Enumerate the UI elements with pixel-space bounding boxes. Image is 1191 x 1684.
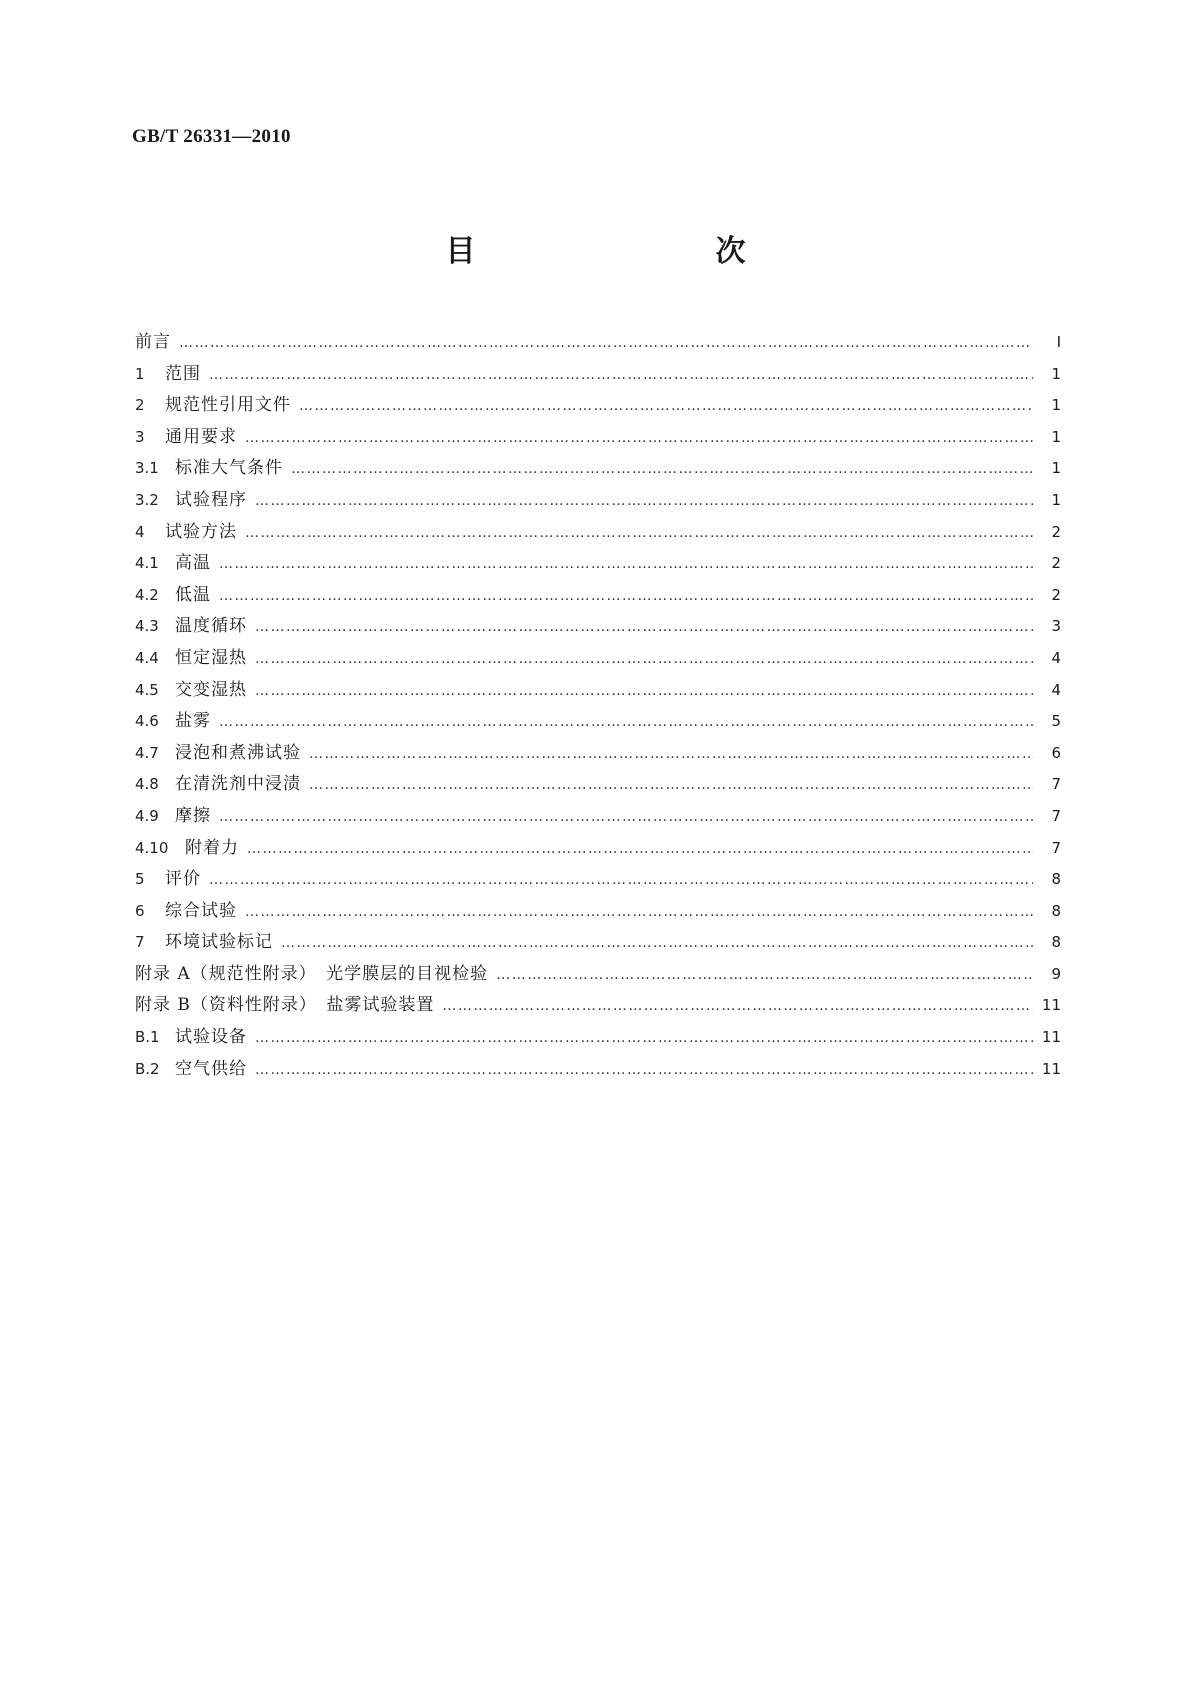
toc-entry-title: 综合试验 bbox=[165, 900, 237, 921]
toc-entry-title: 盐雾 bbox=[175, 711, 211, 732]
toc-entry-number: 4.5 bbox=[135, 680, 159, 699]
toc-dot-leader bbox=[255, 493, 1033, 509]
toc-entry-number: 2 bbox=[135, 396, 145, 415]
toc-entry[interactable] bbox=[135, 864, 1061, 896]
toc-entry-number: 4 bbox=[135, 522, 145, 541]
toc-dot-leader bbox=[245, 525, 1033, 541]
toc-dot-leader bbox=[219, 556, 1033, 572]
toc-entry-title: 规范性引用文件 bbox=[165, 395, 291, 416]
toc-entry[interactable] bbox=[135, 390, 1061, 422]
toc-entry-page: 1 bbox=[1051, 459, 1061, 478]
toc-entry-page: 2 bbox=[1051, 554, 1061, 573]
toc-dot-leader bbox=[291, 461, 1033, 477]
toc-entry-page: 8 bbox=[1051, 901, 1061, 920]
toc-entry-number: B.1 bbox=[135, 1028, 160, 1047]
toc-entry-number: 3.2 bbox=[135, 490, 159, 509]
toc-entry[interactable] bbox=[135, 833, 1061, 865]
toc-dot-leader bbox=[245, 904, 1033, 920]
toc-entry-page: 11 bbox=[1041, 1059, 1061, 1078]
toc-entry[interactable] bbox=[135, 453, 1061, 485]
toc-dot-leader bbox=[255, 683, 1033, 699]
toc-entry-page: Ⅰ bbox=[1056, 333, 1061, 351]
toc-entry-title: 摩擦 bbox=[175, 805, 211, 826]
toc-entry-number: 1 bbox=[135, 364, 145, 383]
toc-entry-page: 5 bbox=[1051, 712, 1061, 731]
toc-entry-title: 通用要求 bbox=[165, 426, 237, 447]
toc-entry[interactable] bbox=[135, 990, 1061, 1022]
toc-entry-page: 1 bbox=[1051, 364, 1061, 383]
toc-entry[interactable] bbox=[135, 896, 1061, 928]
toc-entry-number: 4.7 bbox=[135, 743, 159, 762]
toc-entry-title: 试验方法 bbox=[165, 521, 237, 542]
toc-entry-page: 2 bbox=[1051, 522, 1061, 541]
toc-entry-number: 4.1 bbox=[135, 554, 159, 573]
toc-entry-title: 附录 B（资料性附录） 盐雾试验装置 bbox=[135, 995, 435, 1016]
toc-entry[interactable] bbox=[135, 580, 1061, 612]
toc-entry[interactable] bbox=[135, 485, 1061, 517]
toc-dot-leader bbox=[309, 777, 1033, 793]
toc-entry-page: 1 bbox=[1051, 396, 1061, 415]
toc-entry-title: 交变湿热 bbox=[175, 679, 247, 700]
toc-entry-number: 3.1 bbox=[135, 459, 159, 478]
standard-code: GB/T 26331—2010 bbox=[132, 126, 291, 147]
toc-entry[interactable] bbox=[135, 422, 1061, 454]
toc-entry-number: 4.9 bbox=[135, 806, 159, 825]
toc-entry-number: 4.10 bbox=[135, 838, 169, 857]
toc-entry[interactable] bbox=[135, 643, 1061, 675]
toc-entry[interactable] bbox=[135, 801, 1061, 833]
toc-entry[interactable] bbox=[135, 548, 1061, 580]
toc-entry-page: 1 bbox=[1051, 490, 1061, 509]
toc-entry-number: 4.3 bbox=[135, 617, 159, 636]
toc-entry-page: 6 bbox=[1051, 743, 1061, 762]
toc-entry-title: 温度循环 bbox=[175, 616, 247, 637]
toc-dot-leader bbox=[299, 398, 1033, 414]
toc-entry-number: 4.8 bbox=[135, 775, 159, 794]
toc-entry-title: 高温 bbox=[175, 553, 211, 574]
toc-entry-number: 6 bbox=[135, 901, 145, 920]
toc-dot-leader bbox=[219, 809, 1033, 825]
toc-dot-leader bbox=[219, 714, 1033, 730]
toc-title: 目 次 bbox=[445, 234, 806, 269]
toc-entry[interactable] bbox=[135, 517, 1061, 549]
toc-entry[interactable] bbox=[135, 738, 1061, 770]
toc-entry-page: 4 bbox=[1051, 648, 1061, 667]
toc-dot-leader bbox=[219, 588, 1033, 604]
toc-entry-number: 3 bbox=[135, 427, 145, 446]
toc-entry[interactable] bbox=[135, 327, 1061, 359]
toc-entry-title: 试验设备 bbox=[175, 1027, 247, 1048]
toc-entry[interactable] bbox=[135, 706, 1061, 738]
toc-entry[interactable] bbox=[135, 1022, 1061, 1054]
toc-dot-leader bbox=[209, 872, 1033, 888]
toc-entry-title: 恒定湿热 bbox=[175, 647, 247, 668]
toc-entry-page: 4 bbox=[1051, 680, 1061, 699]
toc-entry-title: 评价 bbox=[165, 869, 201, 890]
toc-dot-leader bbox=[255, 1030, 1033, 1046]
toc-entry-page: 1 bbox=[1051, 427, 1061, 446]
toc-entry-title: 前言 bbox=[135, 332, 171, 352]
toc-entry-page: 8 bbox=[1051, 870, 1061, 889]
toc-entry-number: 4.4 bbox=[135, 648, 159, 667]
toc-entry-page: 11 bbox=[1041, 996, 1061, 1015]
toc-dot-leader bbox=[255, 651, 1033, 667]
toc-entry-title: 在清洗剂中浸渍 bbox=[175, 774, 301, 795]
toc-entry[interactable] bbox=[135, 359, 1061, 391]
toc-entry-page: 7 bbox=[1051, 806, 1061, 825]
table-of-contents bbox=[135, 327, 1061, 1085]
toc-entry-title: 附录 A（规范性附录） 光学膜层的目视检验 bbox=[135, 963, 489, 984]
toc-entry-title: 环境试验标记 bbox=[165, 932, 273, 953]
toc-dot-leader bbox=[209, 367, 1033, 383]
toc-entry-title: 标准大气条件 bbox=[175, 458, 283, 479]
toc-entry-page: 2 bbox=[1051, 585, 1061, 604]
toc-entry-page: 7 bbox=[1051, 775, 1061, 794]
toc-entry-title: 空气供给 bbox=[175, 1058, 247, 1079]
toc-entry-title: 试验程序 bbox=[175, 489, 247, 510]
toc-entry-page: 11 bbox=[1041, 1028, 1061, 1047]
toc-entry-number: 7 bbox=[135, 933, 145, 952]
toc-entry-page: 7 bbox=[1051, 838, 1061, 857]
toc-entry-title: 范围 bbox=[165, 363, 201, 384]
toc-entry[interactable] bbox=[135, 1054, 1061, 1086]
toc-dot-leader bbox=[255, 1062, 1033, 1078]
toc-entry[interactable] bbox=[135, 769, 1061, 801]
toc-entry[interactable] bbox=[135, 675, 1061, 707]
toc-entry-number: 4.6 bbox=[135, 712, 159, 731]
toc-dot-leader bbox=[281, 935, 1033, 951]
toc-entry[interactable] bbox=[135, 927, 1061, 959]
toc-dot-leader bbox=[309, 746, 1033, 762]
toc-dot-leader bbox=[245, 430, 1033, 446]
toc-dot-leader bbox=[247, 841, 1033, 857]
toc-entry-page: 3 bbox=[1051, 617, 1061, 636]
toc-entry[interactable] bbox=[135, 611, 1061, 643]
toc-entry[interactable] bbox=[135, 959, 1061, 991]
toc-entry-page: 9 bbox=[1051, 964, 1061, 983]
toc-entry-page: 8 bbox=[1051, 933, 1061, 952]
toc-entry-number: B.2 bbox=[135, 1059, 160, 1078]
toc-dot-leader bbox=[442, 998, 1033, 1014]
toc-dot-leader bbox=[179, 335, 1033, 351]
toc-entry-title: 浸泡和煮沸试验 bbox=[175, 742, 301, 763]
toc-dot-leader bbox=[496, 967, 1033, 983]
toc-entry-number: 5 bbox=[135, 870, 145, 889]
toc-dot-leader bbox=[255, 619, 1033, 635]
toc-entry-number: 4.2 bbox=[135, 585, 159, 604]
toc-entry-title: 低温 bbox=[175, 584, 211, 605]
toc-entry-title: 附着力 bbox=[185, 837, 239, 858]
